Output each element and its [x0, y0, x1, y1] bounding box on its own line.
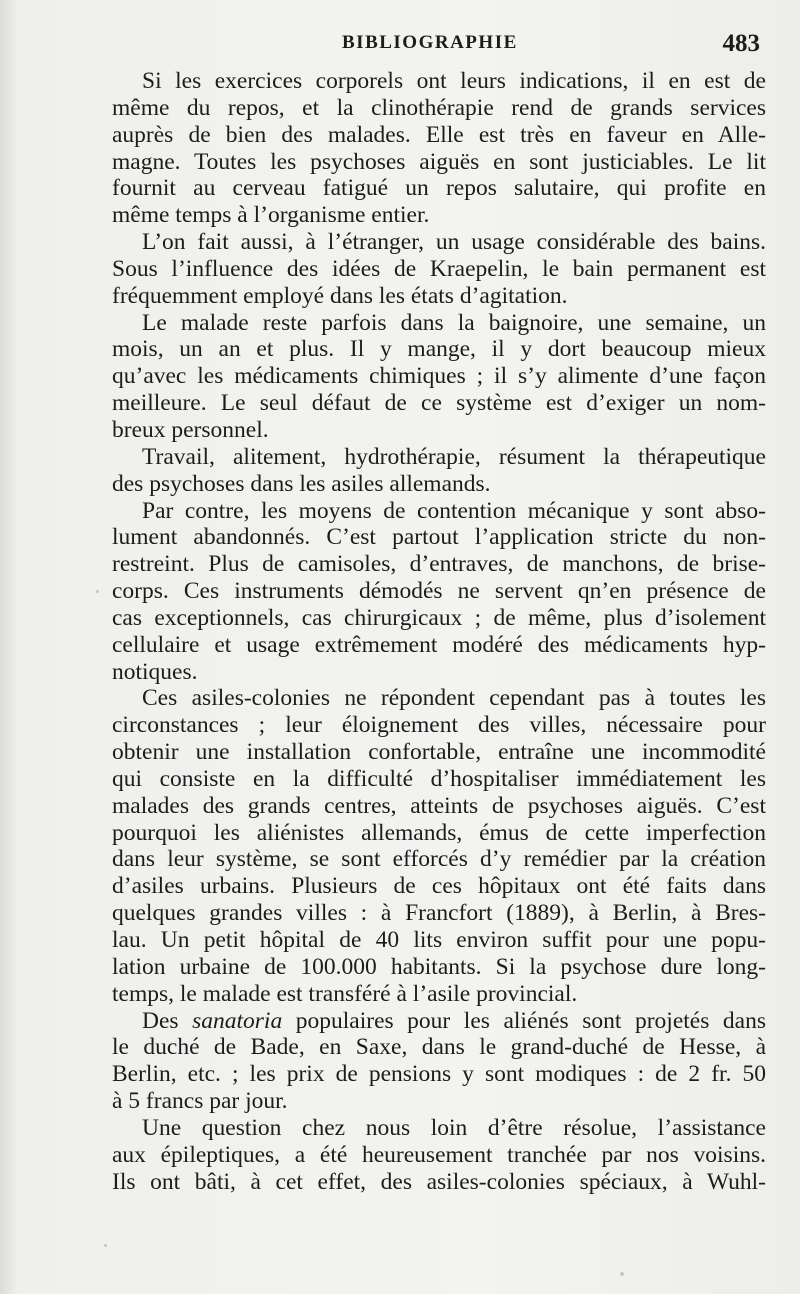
paragraph-6-line: pourquoi les aliénistes allemands, émus de cette imperfection: [112, 819, 766, 846]
paragraph-6-line: qui consiste en la difficulté d’hospitaliser immédiatement les: [112, 765, 766, 792]
paragraph-6-line: temps, le malade est transféré à l’asile provincial.: [112, 980, 578, 1007]
running-title: BIBLIOGRAPHIE: [342, 32, 518, 53]
ink-speck: [104, 1244, 107, 1247]
paragraph-5-line: Par contre, les moyens de contention mécanique y sont abso-: [142, 497, 766, 524]
ink-speck: [96, 590, 99, 593]
paragraph-1-line: magne. Toutes les psychoses aiguës en sont justiciables. Le lit: [112, 148, 766, 175]
paragraph-8-line: aux épileptiques, a été heureusement tranchée par nos voisins.: [112, 1141, 766, 1168]
paragraph-2-line: Sous l’influence des idées de Kraepelin, le bain permanent est: [112, 255, 766, 282]
paragraph-6-line: malades des grands centres, atteints de psychoses aiguës. C’est: [112, 792, 766, 819]
paragraph-2-line: fréquemment employé dans les états d’agitation.: [112, 282, 568, 309]
paragraph-8-line: Ils ont bâti, à cet effet, des asiles-colonies spéciaux, à Wuhl-: [112, 1168, 766, 1195]
paragraph-5-line: cas exceptionnels, cas chirurgicaux ; de même, plus d’isolement: [112, 604, 766, 631]
paragraph-6-line: d’asiles urbains. Plusieurs de ces hôpitaux ont été faits dans: [112, 873, 766, 900]
paragraph-6-line: lau. Un petit hôpital de 40 lits environ suffit pour une popu-: [112, 927, 766, 953]
paragraph-1-line: même temps à l’organisme entier.: [112, 202, 430, 229]
paragraph-8-line: Une question chez nous loin d’être résolue, l’assistance: [142, 1114, 766, 1141]
page-number: 483: [722, 30, 760, 57]
paragraph-6-line: lation urbaine de 100.000 habitants. Si la psychose dure long-: [112, 953, 766, 980]
paragraph-5-line: cellulaire et usage extrêmement modéré des médicaments hyp-: [112, 631, 766, 658]
paragraph-3-line: Le malade reste parfois dans la baignoire, une semaine, un: [142, 309, 766, 336]
line-prefix: Des: [142, 1007, 179, 1034]
paragraph-3-line: breux personnel.: [112, 416, 269, 443]
paragraph-1-line: fournit au cerveau fatigué un repos salutaire, qui profite en: [112, 175, 766, 202]
paragraph-5-line: notiques.: [112, 658, 198, 685]
paragraph-3-line: meilleure. Le seul défaut de ce système est d’exiger un nom-: [112, 390, 766, 417]
paragraph-6-line: Ces asiles-colonies ne répondent cependant pas à toutes les: [142, 685, 766, 712]
paragraph-7-line: à 5 francs par jour.: [112, 1088, 288, 1115]
italic-term: sanatoria: [192, 1007, 283, 1034]
paragraph-5-line: lument abandonnés. C’est partout l’application stricte du non-: [112, 524, 766, 551]
paragraph-1-line: auprès de bien des malades. Elle est très en faveur en Alle-: [112, 121, 766, 148]
paragraph-1-line: même du repos, et la clinothérapie rend de grands services: [112, 94, 766, 121]
paragraph-6-line: obtenir une installation confortable, entraîne une incommodité: [112, 739, 766, 766]
body-text: [112, 68, 766, 1195]
paragraph-7-line: [112, 1008, 766, 1035]
paragraph-6-line: dans leur système, se sont efforcés d’y remédier par la création: [112, 846, 766, 873]
paragraph-1-line: Si les exercices corporels ont leurs indications, il en est de: [142, 68, 766, 94]
paragraph-6-line: quelques grandes villes : à Francfort (1889), à Berlin, à Bres-: [112, 900, 766, 927]
paragraph-5-line: corps. Ces instruments démodés ne servent qn’en présence de: [112, 578, 766, 605]
ink-speck: [620, 1272, 624, 1276]
paragraph-7-line: le duché de Bade, en Saxe, dans le grand-duché de Hesse, à: [112, 1034, 766, 1061]
paragraph-3-line: qu’avec les médicaments chimiques ; il s’y alimente d’une façon: [112, 363, 766, 390]
paragraph-4-line: des psychoses dans les asiles allemands.: [112, 470, 491, 497]
paragraph-4-line: Travail, alitement, hydrothérapie, résument la thérapeutique: [142, 443, 766, 470]
paragraph-2-line: L’on fait aussi, à l’étranger, un usage considérable des bains.: [142, 229, 766, 256]
running-head: [0, 32, 800, 62]
paragraph-5-line: restreint. Plus de camisoles, d’entraves, de manchons, de brise-: [112, 551, 766, 578]
paragraph-3-line: mois, un an et plus. Il y mange, il y dort beaucoup mieux: [112, 336, 766, 363]
paragraph-6-line: circonstances ; leur éloignement des villes, nécessaire pour: [112, 712, 766, 739]
paragraph-7-line: Berlin, etc. ; les prix de pensions y sont modiques : de 2 fr. 50: [112, 1061, 766, 1088]
line-rest: populaires pour les aliénés sont projetés dans: [295, 1007, 766, 1034]
